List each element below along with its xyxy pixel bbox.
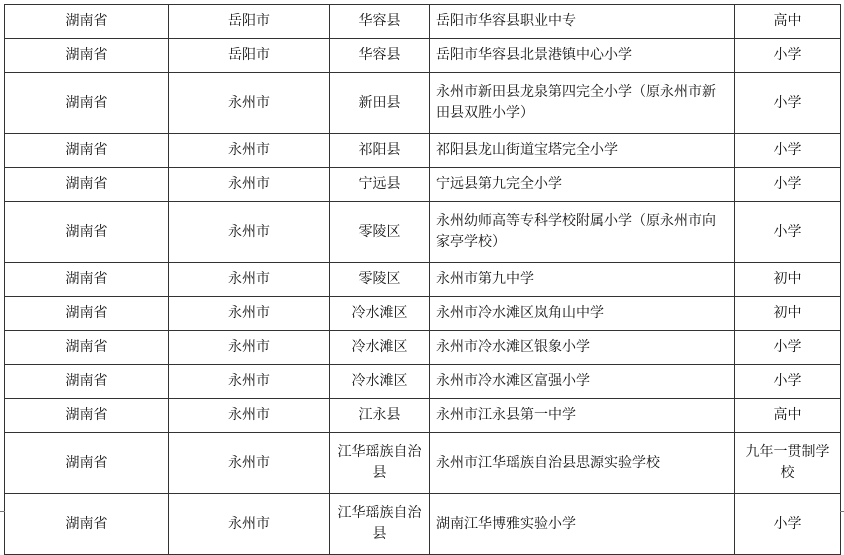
school-cell: 岳阳市华容县职业中专 — [430, 5, 735, 39]
city-cell: 永州市 — [169, 73, 330, 134]
table-row — [5, 39, 841, 73]
city-cell: 永州市 — [169, 365, 330, 399]
province-cell: 湖南省 — [5, 263, 169, 297]
province-cell: 湖南省 — [5, 73, 169, 134]
county-cell: 华容县 — [330, 39, 430, 73]
page-corner-mark-left — [0, 511, 5, 512]
province-cell: 湖南省 — [5, 365, 169, 399]
school-table-body — [5, 5, 841, 555]
city-cell: 永州市 — [169, 263, 330, 297]
level-cell: 小学 — [735, 73, 841, 134]
level-cell: 小学 — [735, 331, 841, 365]
county-cell: 江华瑶族自治县 — [330, 433, 430, 494]
table-row — [5, 5, 841, 39]
city-cell: 永州市 — [169, 134, 330, 168]
province-cell: 湖南省 — [5, 5, 169, 39]
table-row — [5, 331, 841, 365]
province-cell: 湖南省 — [5, 494, 169, 555]
province-cell: 湖南省 — [5, 331, 169, 365]
level-cell: 初中 — [735, 297, 841, 331]
county-cell: 宁远县 — [330, 168, 430, 202]
table-row — [5, 168, 841, 202]
level-cell: 高中 — [735, 399, 841, 433]
city-cell: 永州市 — [169, 331, 330, 365]
table-row — [5, 433, 841, 494]
level-cell: 小学 — [735, 168, 841, 202]
level-cell: 小学 — [735, 365, 841, 399]
province-cell: 湖南省 — [5, 134, 169, 168]
county-cell: 零陵区 — [330, 202, 430, 263]
city-cell: 岳阳市 — [169, 5, 330, 39]
county-cell: 江华瑶族自治县 — [330, 494, 430, 555]
county-cell: 江永县 — [330, 399, 430, 433]
province-cell: 湖南省 — [5, 168, 169, 202]
school-cell: 永州市冷水滩区银象小学 — [430, 331, 735, 365]
level-cell: 九年一贯制学校 — [735, 433, 841, 494]
table-row — [5, 365, 841, 399]
city-cell: 永州市 — [169, 494, 330, 555]
city-cell: 永州市 — [169, 433, 330, 494]
school-cell: 永州市江永县第一中学 — [430, 399, 735, 433]
city-cell: 永州市 — [169, 297, 330, 331]
page-corner-mark-right — [840, 511, 844, 512]
school-cell: 永州市冷水滩区富强小学 — [430, 365, 735, 399]
province-cell: 湖南省 — [5, 433, 169, 494]
province-cell: 湖南省 — [5, 399, 169, 433]
level-cell: 初中 — [735, 263, 841, 297]
county-cell: 冷水滩区 — [330, 331, 430, 365]
province-cell: 湖南省 — [5, 297, 169, 331]
city-cell: 永州市 — [169, 399, 330, 433]
county-cell: 新田县 — [330, 73, 430, 134]
school-cell: 湖南江华博雅实验小学 — [430, 494, 735, 555]
city-cell: 永州市 — [169, 168, 330, 202]
county-cell: 零陵区 — [330, 263, 430, 297]
table-row — [5, 73, 841, 134]
level-cell: 高中 — [735, 5, 841, 39]
school-table — [4, 4, 841, 555]
province-cell: 湖南省 — [5, 202, 169, 263]
province-cell: 湖南省 — [5, 39, 169, 73]
school-cell: 永州市新田县龙泉第四完全小学（原永州市新田县双胜小学） — [430, 73, 735, 134]
table-row — [5, 297, 841, 331]
school-cell: 永州市第九中学 — [430, 263, 735, 297]
city-cell: 岳阳市 — [169, 39, 330, 73]
table-row — [5, 399, 841, 433]
level-cell: 小学 — [735, 39, 841, 73]
table-row — [5, 263, 841, 297]
level-cell: 小学 — [735, 494, 841, 555]
county-cell: 冷水滩区 — [330, 365, 430, 399]
county-cell: 华容县 — [330, 5, 430, 39]
school-cell: 宁远县第九完全小学 — [430, 168, 735, 202]
level-cell: 小学 — [735, 134, 841, 168]
table-row — [5, 202, 841, 263]
table-row — [5, 494, 841, 555]
school-cell: 永州市江华瑶族自治县思源实验学校 — [430, 433, 735, 494]
city-cell: 永州市 — [169, 202, 330, 263]
school-cell: 永州市冷水滩区岚角山中学 — [430, 297, 735, 331]
school-cell: 祁阳县龙山街道宝塔完全小学 — [430, 134, 735, 168]
level-cell: 小学 — [735, 202, 841, 263]
school-cell: 岳阳市华容县北景港镇中心小学 — [430, 39, 735, 73]
county-cell: 冷水滩区 — [330, 297, 430, 331]
school-cell: 永州幼师高等专科学校附属小学（原永州市向家亭学校） — [430, 202, 735, 263]
county-cell: 祁阳县 — [330, 134, 430, 168]
table-row — [5, 134, 841, 168]
